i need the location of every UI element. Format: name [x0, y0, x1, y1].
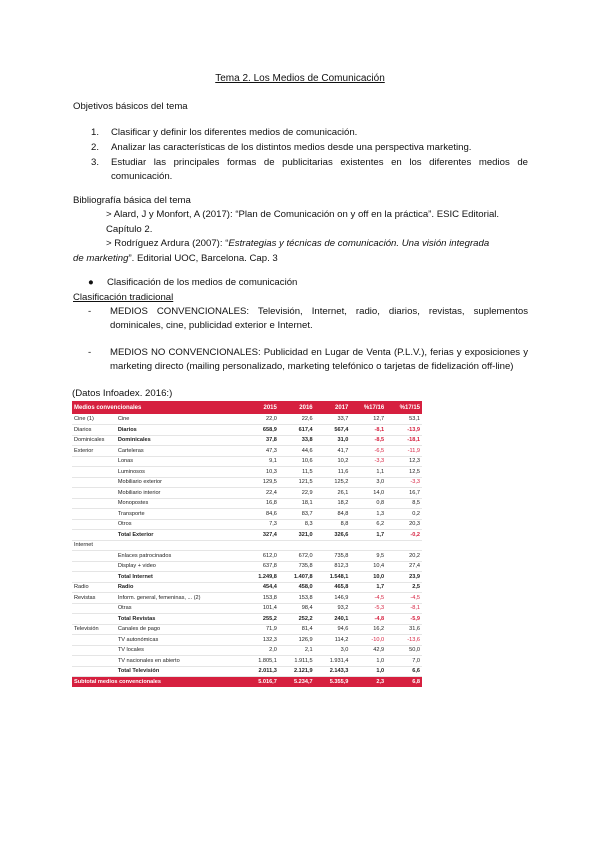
- list-number: 1.: [91, 127, 100, 138]
- value-cell: 7,3: [243, 519, 279, 530]
- value-cell: 2.121,9: [279, 666, 315, 677]
- value-cell: 12,3: [386, 456, 422, 467]
- value-cell: 10,3: [243, 467, 279, 478]
- table-row: [72, 624, 422, 635]
- value-cell: 321,0: [279, 530, 315, 541]
- value-cell: 22,4: [243, 488, 279, 499]
- category-cell: [72, 519, 116, 530]
- value-cell: 98,4: [279, 603, 315, 614]
- value-cell: 567,4: [315, 425, 351, 436]
- subcategory-cell: Monopostes: [116, 498, 243, 509]
- table-row: [72, 635, 422, 646]
- subcategory-cell: Carteleras: [116, 446, 243, 457]
- objectives-list: [91, 126, 528, 185]
- non-conventional-media: [88, 346, 528, 374]
- list-item: [91, 126, 528, 140]
- value-cell: -5,9: [386, 614, 422, 625]
- list-item: [91, 141, 528, 155]
- value-cell: 12,5: [386, 467, 422, 478]
- category-cell: [72, 645, 116, 656]
- header-cell: %17/15: [386, 401, 422, 414]
- value-cell: [315, 540, 351, 551]
- value-cell: 16,8: [243, 498, 279, 509]
- value-cell: 41,7: [315, 446, 351, 457]
- value-cell: 0,2: [386, 509, 422, 520]
- category-cell: [72, 656, 116, 667]
- value-cell: 47,3: [243, 446, 279, 457]
- category-cell: [72, 551, 116, 562]
- value-cell: -0,2: [386, 530, 422, 541]
- value-cell: -11,9: [386, 446, 422, 457]
- bullet-icon: ●: [88, 277, 94, 288]
- value-cell: 71,9: [243, 624, 279, 635]
- subcategory-cell: Total Revistas: [116, 614, 243, 625]
- value-cell: 8,3: [279, 519, 315, 530]
- category-cell: [72, 614, 116, 625]
- subcategory-cell: TV nacionales en abierto: [116, 656, 243, 667]
- list-text: Analizar las características de los distintos medios desde una perspectiva marketing.: [111, 142, 472, 153]
- value-cell: 16,2: [350, 624, 386, 635]
- header-cell: %17/16: [350, 401, 386, 414]
- category-cell: [72, 498, 116, 509]
- value-cell: [350, 540, 386, 551]
- classification-heading: Clasificación tradicional: [73, 292, 174, 303]
- value-cell: 14,0: [350, 488, 386, 499]
- bibliography-heading: Bibliografía básica del tema: [73, 195, 191, 206]
- value-cell: 44,6: [279, 446, 315, 457]
- subtotal-value: 2,3: [350, 677, 386, 688]
- value-cell: -10,0: [350, 635, 386, 646]
- value-cell: -6,5: [350, 446, 386, 457]
- table-row: [72, 530, 422, 541]
- value-cell: 153,8: [279, 593, 315, 604]
- value-cell: 327,4: [243, 530, 279, 541]
- bib-italic: de marketing: [73, 252, 129, 264]
- value-cell: 637,8: [243, 561, 279, 572]
- value-cell: -8,5: [350, 435, 386, 446]
- value-cell: 42,9: [350, 645, 386, 656]
- value-cell: 735,8: [315, 551, 351, 562]
- value-cell: 23,9: [386, 572, 422, 583]
- page-title: Tema 2. Los Medios de Comunicación: [215, 73, 385, 84]
- category-cell: [72, 572, 116, 583]
- value-cell: 114,2: [315, 635, 351, 646]
- table-row: [72, 425, 422, 436]
- bibliography: [73, 208, 528, 266]
- subcategory-cell: Inform. general, femeninas, ... (2): [116, 593, 243, 604]
- header-cell: Medios convencionales: [72, 401, 243, 414]
- value-cell: -8,1: [386, 603, 422, 614]
- value-cell: 20,2: [386, 551, 422, 562]
- value-cell: 8,8: [315, 519, 351, 530]
- data-source: (Datos Infoadex. 2016:): [72, 388, 173, 399]
- table-row: [72, 572, 422, 583]
- bullet-item: [88, 277, 297, 288]
- subcategory-cell: TV autonómicas: [116, 635, 243, 646]
- value-cell: 153,8: [243, 593, 279, 604]
- list-item: [91, 156, 528, 184]
- value-cell: 101,4: [243, 603, 279, 614]
- table-row: [72, 645, 422, 656]
- table-row: [72, 603, 422, 614]
- category-cell: Televisión: [72, 624, 116, 635]
- subcategory-cell: TV locales: [116, 645, 243, 656]
- value-cell: 50,0: [386, 645, 422, 656]
- subcategory-cell: Canales de pago: [116, 624, 243, 635]
- value-cell: 326,6: [315, 530, 351, 541]
- value-cell: 9,1: [243, 456, 279, 467]
- value-cell: 1,3: [350, 509, 386, 520]
- bib-text: ”. Editorial UOC, Barcelona. Cap. 3: [128, 252, 278, 264]
- value-cell: 126,9: [279, 635, 315, 646]
- subcategory-cell: Mobiliario interior: [116, 488, 243, 499]
- value-cell: 9,5: [350, 551, 386, 562]
- bib-italic: Estrategias y técnicas de comunicación. Una visión integrada: [228, 238, 490, 249]
- bib-entry-1: > Alard, J y Monfort, A (2017): “Plan de Comunicación on y off en la práctica”. ESIC Editorial.: [106, 209, 500, 220]
- header-cell: 2017: [315, 401, 351, 414]
- subcategory-cell: Mobiliario exterior: [116, 477, 243, 488]
- value-cell: 18,1: [279, 498, 315, 509]
- value-cell: 454,4: [243, 582, 279, 593]
- subcategory-cell: Otros: [116, 519, 243, 530]
- value-cell: 8,5: [386, 498, 422, 509]
- table-row: [72, 561, 422, 572]
- value-cell: 1,1: [350, 467, 386, 478]
- dash-icon: -: [88, 306, 92, 317]
- bib-entry-2: [73, 237, 528, 252]
- value-cell: 6,6: [386, 666, 422, 677]
- value-cell: 2,0: [243, 645, 279, 656]
- value-cell: 33,7: [315, 414, 351, 425]
- table-header: [72, 401, 422, 414]
- category-cell: [72, 666, 116, 677]
- value-cell: -3,3: [386, 477, 422, 488]
- bullet-text: Clasificación de los medios de comunicación: [107, 277, 298, 288]
- value-cell: -4,5: [386, 593, 422, 604]
- value-cell: 11,5: [279, 467, 315, 478]
- value-cell: 1,7: [350, 530, 386, 541]
- value-cell: 10,2: [315, 456, 351, 467]
- bib-text: > Rodríguez Ardura (2007): “: [106, 238, 229, 249]
- value-cell: 6,2: [350, 519, 386, 530]
- category-cell: [72, 530, 116, 541]
- conventional-text: MEDIOS CONVENCIONALES: Televisión, Internet, radio, diarios, revistas, suplementos dominicales, cine, publicidad exterior e Internet.: [110, 306, 528, 331]
- value-cell: 2,1: [279, 645, 315, 656]
- subcategory-cell: Radio: [116, 582, 243, 593]
- dash-icon: -: [88, 347, 92, 358]
- list-text: Estudiar las principales formas de publicitarias existentes en los diferentes medios de comunicación.: [111, 157, 528, 182]
- value-cell: 3,0: [315, 645, 351, 656]
- value-cell: 93,2: [315, 603, 351, 614]
- subcategory-cell: Total Televisión: [116, 666, 243, 677]
- value-cell: -4,8: [350, 614, 386, 625]
- value-cell: 672,0: [279, 551, 315, 562]
- value-cell: 22,9: [279, 488, 315, 499]
- subcategory-cell: Dominicales: [116, 435, 243, 446]
- category-cell: [72, 488, 116, 499]
- value-cell: -3,3: [350, 456, 386, 467]
- conventional-media: [88, 305, 528, 333]
- value-cell: 1,0: [350, 666, 386, 677]
- value-cell: 81,4: [279, 624, 315, 635]
- table-row: [72, 488, 422, 499]
- value-cell: 812,3: [315, 561, 351, 572]
- value-cell: 1,0: [350, 656, 386, 667]
- value-cell: 10,6: [279, 456, 315, 467]
- subtotal-value: 6,8: [386, 677, 422, 688]
- value-cell: 11,6: [315, 467, 351, 478]
- media-table: [72, 401, 422, 687]
- subcategory-cell: Total Internet: [116, 572, 243, 583]
- category-cell: [72, 561, 116, 572]
- category-cell: [72, 456, 116, 467]
- table-row: [72, 456, 422, 467]
- value-cell: 658,9: [243, 425, 279, 436]
- table-row: [72, 477, 422, 488]
- value-cell: 735,8: [279, 561, 315, 572]
- subcategory-cell: Display + video: [116, 561, 243, 572]
- category-cell: [72, 467, 116, 478]
- list-number: 3.: [91, 157, 100, 168]
- value-cell: 94,6: [315, 624, 351, 635]
- value-cell: 84,8: [315, 509, 351, 520]
- value-cell: 22,0: [243, 414, 279, 425]
- subcategory-cell: Luminosos: [116, 467, 243, 478]
- value-cell: 26,1: [315, 488, 351, 499]
- table-row: [72, 446, 422, 457]
- subcategory-cell: Transporte: [116, 509, 243, 520]
- subcategory-cell: [116, 540, 243, 551]
- header-cell: 2016: [279, 401, 315, 414]
- subcategory-cell: Lonas: [116, 456, 243, 467]
- value-cell: -8,1: [350, 425, 386, 436]
- table-row: [72, 666, 422, 677]
- subtotal-value: 5.234,7: [279, 677, 315, 688]
- table-row: [72, 540, 422, 551]
- subcategory-cell: Total Exterior: [116, 530, 243, 541]
- list-text: Clasificar y definir los diferentes medios de comunicación.: [111, 127, 358, 138]
- subcategory-cell: Diarios: [116, 425, 243, 436]
- table-row: [72, 498, 422, 509]
- table-row: [72, 519, 422, 530]
- subcategory-cell: Cine: [116, 414, 243, 425]
- value-cell: 22,6: [279, 414, 315, 425]
- value-cell: 33,8: [279, 435, 315, 446]
- table-row: [72, 414, 422, 425]
- value-cell: 125,2: [315, 477, 351, 488]
- subcategory-cell: Otras: [116, 603, 243, 614]
- category-cell: Radio: [72, 582, 116, 593]
- category-cell: [72, 603, 116, 614]
- value-cell: -18,1: [386, 435, 422, 446]
- subtotal-row: [72, 677, 422, 688]
- table-row: [72, 582, 422, 593]
- bib-entry-1-cont: Capítulo 2.: [106, 223, 153, 235]
- category-cell: Diarios: [72, 425, 116, 436]
- value-cell: 240,1: [315, 614, 351, 625]
- value-cell: 2.143,3: [315, 666, 351, 677]
- value-cell: 31,0: [315, 435, 351, 446]
- value-cell: -4,5: [350, 593, 386, 604]
- category-cell: Dominicales: [72, 435, 116, 446]
- value-cell: 10,0: [350, 572, 386, 583]
- value-cell: 20,3: [386, 519, 422, 530]
- table-row: [72, 593, 422, 604]
- value-cell: [243, 540, 279, 551]
- bib-entry-2-cont: [73, 252, 528, 267]
- value-cell: 1.805,1: [243, 656, 279, 667]
- value-cell: 83,7: [279, 509, 315, 520]
- table-row: [72, 509, 422, 520]
- value-cell: 458,0: [279, 582, 315, 593]
- subtotal-label: Subtotal medios convencionales: [72, 677, 243, 688]
- value-cell: 27,4: [386, 561, 422, 572]
- subcategory-cell: Enlaces patrocinados: [116, 551, 243, 562]
- value-cell: 255,2: [243, 614, 279, 625]
- value-cell: 132,3: [243, 635, 279, 646]
- value-cell: 16,7: [386, 488, 422, 499]
- value-cell: 252,2: [279, 614, 315, 625]
- value-cell: 129,5: [243, 477, 279, 488]
- value-cell: 84,6: [243, 509, 279, 520]
- value-cell: 0,8: [350, 498, 386, 509]
- list-number: 2.: [91, 142, 100, 153]
- table-row: [72, 614, 422, 625]
- value-cell: 2.011,3: [243, 666, 279, 677]
- value-cell: 1,7: [350, 582, 386, 593]
- value-cell: 53,1: [386, 414, 422, 425]
- value-cell: 1.407,8: [279, 572, 315, 583]
- header-cell: 2015: [243, 401, 279, 414]
- value-cell: 465,8: [315, 582, 351, 593]
- category-cell: Internet: [72, 540, 116, 551]
- category-cell: [72, 509, 116, 520]
- value-cell: 7,0: [386, 656, 422, 667]
- value-cell: 617,4: [279, 425, 315, 436]
- value-cell: 121,5: [279, 477, 315, 488]
- table-row: [72, 435, 422, 446]
- value-cell: -13,9: [386, 425, 422, 436]
- value-cell: 12,7: [350, 414, 386, 425]
- value-cell: 146,9: [315, 593, 351, 604]
- value-cell: 1.548,1: [315, 572, 351, 583]
- category-cell: Cine (1): [72, 414, 116, 425]
- category-cell: [72, 635, 116, 646]
- table-row: [72, 467, 422, 478]
- table-row: [72, 656, 422, 667]
- value-cell: 31,6: [386, 624, 422, 635]
- category-cell: Revistas: [72, 593, 116, 604]
- value-cell: 3,0: [350, 477, 386, 488]
- category-cell: [72, 477, 116, 488]
- value-cell: 612,0: [243, 551, 279, 562]
- objectives-heading: Objetivos básicos del tema: [73, 101, 188, 112]
- table-row: [72, 551, 422, 562]
- value-cell: -5,3: [350, 603, 386, 614]
- value-cell: 2,5: [386, 582, 422, 593]
- value-cell: 1.931,4: [315, 656, 351, 667]
- value-cell: 37,8: [243, 435, 279, 446]
- value-cell: [279, 540, 315, 551]
- value-cell: 1.249,8: [243, 572, 279, 583]
- value-cell: [386, 540, 422, 551]
- value-cell: 10,4: [350, 561, 386, 572]
- value-cell: -13,6: [386, 635, 422, 646]
- value-cell: 1.911,5: [279, 656, 315, 667]
- subtotal-value: 5.355,9: [315, 677, 351, 688]
- subtotal-value: 5.016,7: [243, 677, 279, 688]
- category-cell: Exterior: [72, 446, 116, 457]
- value-cell: 18,2: [315, 498, 351, 509]
- non-conventional-text: MEDIOS NO CONVENCIONALES: Publicidad en Lugar de Venta (P.L.V.), ferias y exposiciones y marketing directo (mailing personalizado, marketing telefónico o tarjetas de fidelización off-line): [110, 347, 528, 372]
